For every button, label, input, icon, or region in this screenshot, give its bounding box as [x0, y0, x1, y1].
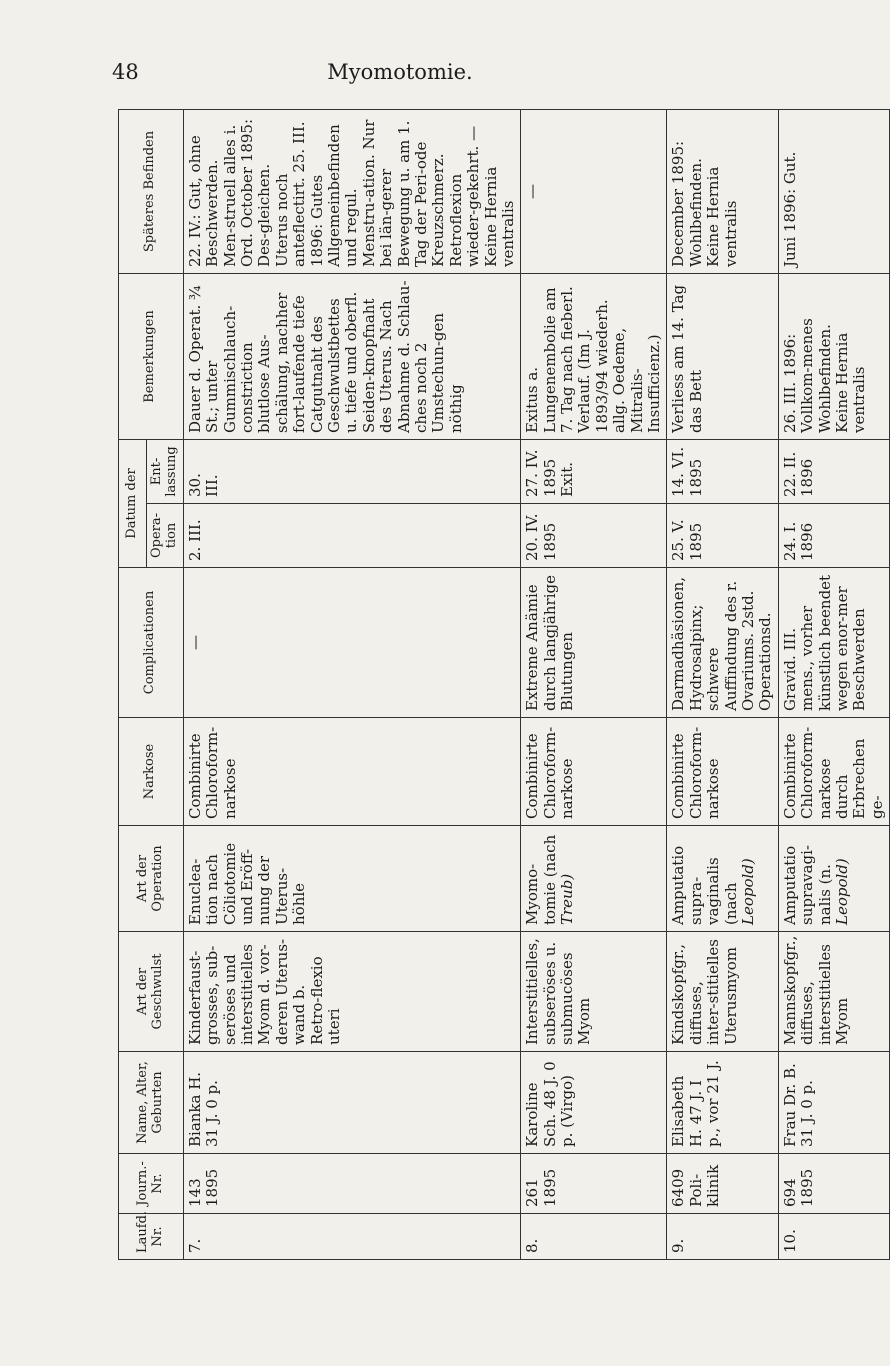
- cell-lfd: 8.: [521, 1214, 667, 1260]
- table-row: [183, 110, 520, 1260]
- table-row: [778, 110, 889, 1260]
- cell-geschwulst: Interstitielles, subseröses u. submucöses Myom: [521, 932, 667, 1052]
- cell-operation: [667, 826, 778, 932]
- header-bemerkungen: Bemerkungen: [119, 274, 184, 440]
- cell-operation: [778, 826, 889, 932]
- cell-operation: [521, 826, 667, 932]
- header-lfd: Laufd. Nr.: [119, 1214, 184, 1260]
- cell-journal: 694 1895: [778, 1154, 889, 1214]
- cell-operation: [183, 826, 520, 932]
- cell-datum-operation: 20. IV. 1895: [521, 504, 667, 568]
- header-operation-date: Opera-tion: [147, 504, 184, 568]
- cell-narkose: Combinirte Chloroform-narkose durch Erbrechen ge-: [778, 718, 889, 826]
- operation-author: Treub): [558, 873, 577, 925]
- cell-datum-entlassung: 30. III.: [183, 440, 520, 504]
- cell-lfd: 10.: [778, 1214, 889, 1260]
- header-entlassung-date: Ent-lassung: [147, 440, 184, 504]
- table-row: [521, 110, 667, 1260]
- cell-lfd: 7.: [183, 1214, 520, 1260]
- cell-datum-entlassung: 27. IV. 1895 Exit.: [521, 440, 667, 504]
- cell-spaeteres: December 1895: Wohlbefinden. Keine Hernia ventralis: [667, 110, 778, 274]
- cell-bemerkungen: 26. III. 1896: Vollkom-menes Wohlbefinden. Keine Hernia ventralis: [778, 274, 889, 440]
- rotated-table-wrapper: [118, 110, 886, 1260]
- header-datum: Datum der: [119, 440, 147, 568]
- cell-name: Frau Dr. B. 31 J. 0 p.: [778, 1052, 889, 1154]
- cell-complicationen: Gravid. III. mens., vorher künstlich beendet wegen enor-mer Beschwerden: [778, 568, 889, 718]
- cell-datum-operation: 24. I. 1896: [778, 504, 889, 568]
- header-name: Name, Alter, Geburten: [119, 1052, 184, 1154]
- cell-complicationen: Extreme Anämie durch langjährige Blutungen: [521, 568, 667, 718]
- cell-datum-operation: 2. III.: [183, 504, 520, 568]
- cell-lfd: 9.: [667, 1214, 778, 1260]
- cell-geschwulst: Mannskopfgr., diffuses, interstitielles Myom: [778, 932, 889, 1052]
- cell-datum-operation: 25. V. 1895: [667, 504, 778, 568]
- header-complicationen: Complicationen: [119, 568, 184, 718]
- cell-narkose: Combinirte Chloroform-narkose: [521, 718, 667, 826]
- operation-text: Myomo-tomie (nach: [523, 834, 559, 925]
- myomotomie-table: [118, 109, 890, 1260]
- table-row: [667, 110, 778, 1260]
- cell-narkose: Combinirte Chloroform-narkose: [183, 718, 520, 826]
- cell-bemerkungen: Verliess am 14. Tag das Bett: [667, 274, 778, 440]
- operation-text: Amputatio supravagi-nalis (n.: [780, 845, 834, 925]
- cell-name: Karoline Sch. 48 J. 0 p. (Virgo): [521, 1052, 667, 1154]
- header-art-geschwulst: Art der Geschwulst: [119, 932, 184, 1052]
- cell-name: Elisabeth H. 47 J. I p., vor 21 J.: [667, 1052, 778, 1154]
- operation-text: Enuclea-tion nach Cöliotomie und Eröff-nung der Uterus-höhle: [185, 842, 309, 925]
- header-art-operation: Art der Operation: [119, 826, 184, 932]
- header-journal: Journ.-Nr.: [119, 1154, 184, 1214]
- cell-bemerkungen: Exitus a. Lungenembolie am 7. Tag nach fieberl. Verlauf. (Im J. 1893/94 wiederh. allg. Oedeme, Mitralis-Insufficienz.): [521, 274, 667, 440]
- cell-narkose: Combinirte Chloroform-narkose: [667, 718, 778, 826]
- cell-journal: 143 1895: [183, 1154, 520, 1214]
- header-narkose: Narkose: [119, 718, 184, 826]
- cell-spaeteres: 22. IV.: Gut, ohne Beschwerden. Men-struell alles i. Ord. October 1895: Des-gleichen. Uterus noch anteflectirt. 25. III. 1896: Gutes Allgemeinbefinden und regul. Menstru-ation. Nur bei län-gerer Bewegung u. am 1. Tag der Peri-ode Kreuzschmerz. Retroflexion wieder-gekehrt. — Keine Hernia ventralis: [183, 110, 520, 274]
- running-title: Myomotomie.: [327, 60, 473, 84]
- page-number: 48: [112, 60, 139, 84]
- cell-journal: 261 1895: [521, 1154, 667, 1214]
- header-spaeteres: Späteres Befinden: [119, 110, 184, 274]
- cell-journal: 6409 Poli-klinik: [667, 1154, 778, 1214]
- operation-author: Leopold): [832, 858, 851, 925]
- cell-complicationen: —: [183, 568, 520, 718]
- cell-bemerkungen: Dauer d. Operat. ¾ St.; unter Gummischlauch-constriction blutlose Aus-schälung, nachher fort-laufende tiefe Catgutnaht des Geschwulstbettes u. tiefe und oberfl. Seiden-knopfnaht des Uterus. Nach Abnahme d. Schlau-ches noch 2 Umstechun-gen nöthig: [183, 274, 520, 440]
- cell-geschwulst: Kindskopfgr., diffuses, inter-stitielles Uterusmyom: [667, 932, 778, 1052]
- operation-author: Leopold): [738, 858, 757, 925]
- page-header: [100, 56, 700, 90]
- cell-geschwulst: Kinderfaust-grosses, sub-seröses und interstitielles Myom d. vor-deren Uterus-wand b. Retro-flexio uteri: [183, 932, 520, 1052]
- cell-name: Bianka H. 31 J. 0 p.: [183, 1052, 520, 1154]
- cell-complicationen: Darmadhäsionen, Hydrosalpinx; schwere Auffindung des r. Ovariums. 2std. Operationsd.: [667, 568, 778, 718]
- cell-datum-entlassung: 14. VI. 1895: [667, 440, 778, 504]
- cell-spaeteres: —: [521, 110, 667, 274]
- cell-spaeteres: Juni 1896: Gut.: [778, 110, 889, 274]
- cell-datum-entlassung: 22. II. 1896: [778, 440, 889, 504]
- operation-text: Amputatio supra-vaginalis (nach: [669, 845, 740, 925]
